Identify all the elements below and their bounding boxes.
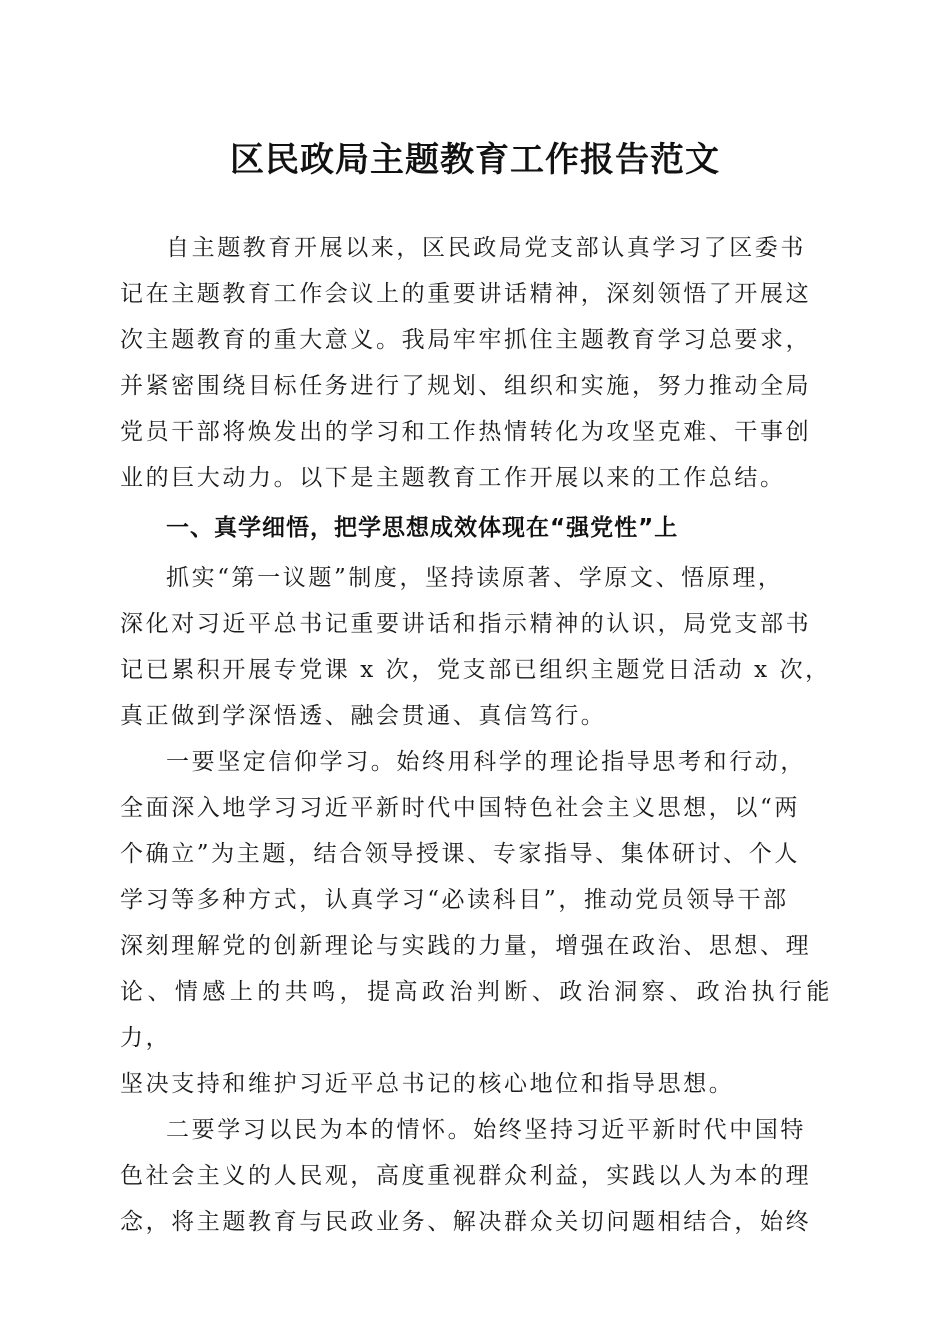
text-line: 真正做到学深悟透、融会贯通、真信笃行。 [120, 703, 607, 729]
text-line: 抓实“第一议题”制度，坚持读原著、学原文、悟原理， [166, 565, 784, 591]
text-line: 并紧密围绕目标任务进行了规划、组织和实施，努力推动全局 [120, 373, 812, 399]
text-line: 念，将主题教育与民政业务、解决群众关切问题相结合，始终 [120, 1209, 812, 1235]
text-line: 坚决支持和维护习近平总书记的核心地位和指导思想。 [120, 1071, 735, 1097]
text-line: 记在主题教育工作会议上的重要讲话精神，深刻领悟了开展这 [120, 281, 812, 307]
text-line: 全面深入地学习习近平新时代中国特色社会主义思想，以“两 [120, 795, 800, 821]
text-line: 二要学习以民为本的情怀。始终坚持习近平新时代中国特 [166, 1117, 806, 1143]
text-line: 学习等多种方式，认真学习“必读科目”，推动党员领导干部 [120, 887, 789, 913]
section-paragraph [120, 739, 832, 1107]
document-title: 区民政局主题教育工作报告范文 [230, 140, 720, 180]
intro-paragraph [120, 225, 832, 501]
text-line: 个确立”为主题，结合领导授课、专家指导、集体研讨、个人 [120, 841, 800, 867]
text-line: 自主题教育开展以来，区民政局党支部认真学习了区委书 [166, 235, 806, 261]
text-line: 党员干部将焕发出的学习和工作热情转化为攻坚克难、干事创 [120, 419, 812, 445]
section-heading: 一、真学细悟，把学思想成效体现在“强党性”上 [166, 515, 679, 541]
text-line: 记已累积开展专党课 x 次，党支部已组织主题党日活动 x 次， [120, 657, 831, 683]
text-line: 业的巨大动力。以下是主题教育工作开展以来的工作总结。 [120, 465, 786, 491]
text-line: 深刻理解党的创新理论与实践的力量，增强在政治、思想、理 [120, 933, 812, 959]
document-body [120, 225, 832, 1245]
text-line: 色社会主义的人民观，高度重视群众利益，实践以人为本的理 [120, 1163, 812, 1189]
text-line: 深化对习近平总书记重要讲话和指示精神的认识，局党支部书 [120, 611, 812, 637]
text-line: 论、情感上的共鸣，提高政治判断、政治洞察、政治执行能力， [120, 979, 832, 1051]
section-paragraph [120, 1107, 832, 1245]
text-line: 一要坚定信仰学习。始终用科学的理论指导思考和行动， [166, 749, 806, 775]
section-paragraph [120, 555, 832, 739]
text-line: 次主题教育的重大意义。我局牢牢抓住主题教育学习总要求， [120, 327, 812, 353]
